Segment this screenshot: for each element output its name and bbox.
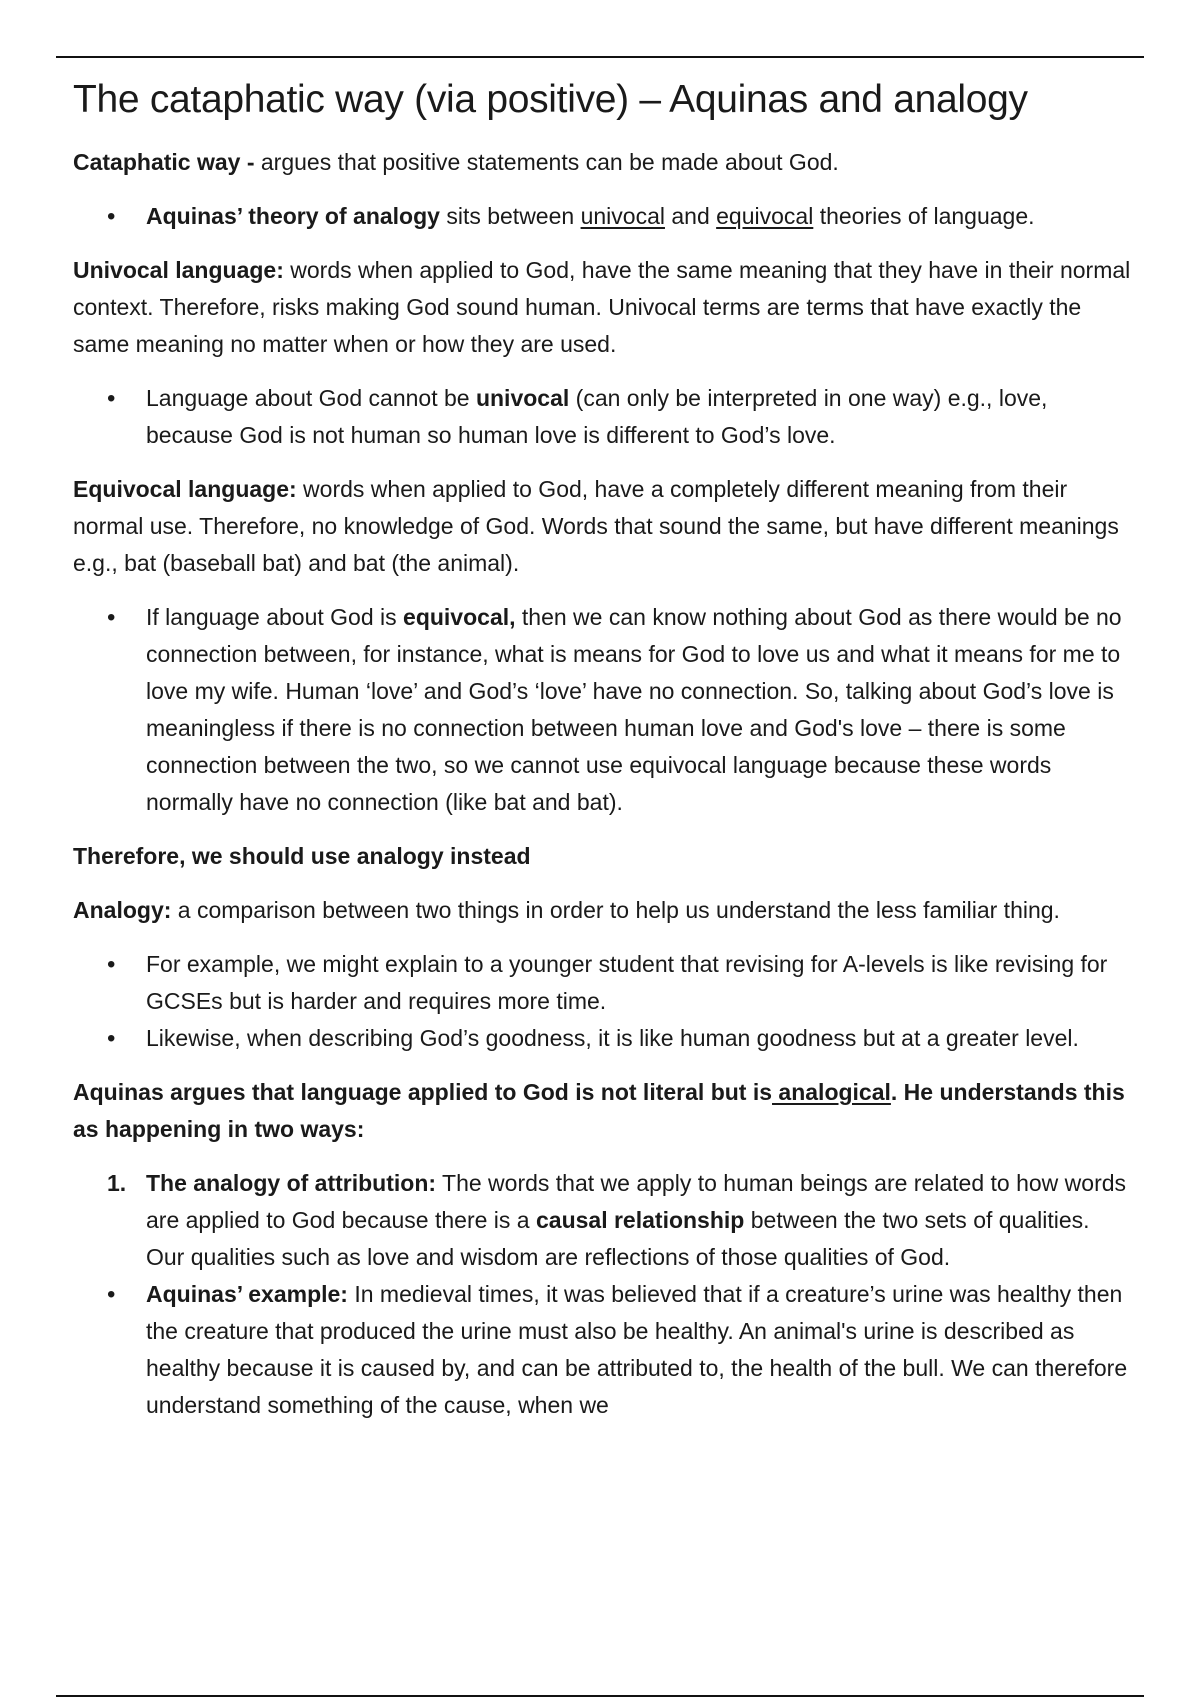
text: and <box>664 203 717 229</box>
analogy-list <box>73 946 1133 1057</box>
bullet-icon <box>107 599 115 636</box>
cataphatic-term: Cataphatic way - <box>73 149 255 175</box>
underlined-term: analogical <box>772 1079 891 1105</box>
text: . He understands this as happening in two ways: <box>73 1079 1125 1142</box>
document-page <box>73 74 1133 1441</box>
text: For example, we might explain to a younger student that revising for A-levels is like revising for GCSEs but is harder and requires more time. <box>146 951 1108 1014</box>
bold-text: Therefore, we should use analogy instead <box>73 843 531 869</box>
analogy-paragraph <box>73 892 1133 929</box>
bullet-icon <box>107 1020 115 1057</box>
list-item <box>73 198 1133 235</box>
text: If language about God is <box>146 604 404 630</box>
cataphatic-paragraph <box>73 144 1133 181</box>
text: then we can know nothing about God as there would be no connection between, for instance, what is means for God to love us and what it means for me to love my wife. Human ‘love’ and God’s ‘love’ have no connection. So, talking about God’s love is meaningless if there is no connection between human love and God's love – there is some connection between the two, so we cannot use equivocal language because these words normally have no connection (like bat and bat). <box>146 604 1122 815</box>
cataphatic-list <box>73 198 1133 235</box>
analogy-text: a comparison between two things in order to help us understand the less familiar thing. <box>171 897 1060 923</box>
therefore-heading <box>73 838 1133 875</box>
text: (can only be interpreted in one way) e.g., love, because God is not human so human love is different to God’s love. <box>146 385 1048 448</box>
list-item <box>73 1020 1133 1057</box>
analogy-term: Analogy: <box>73 897 172 923</box>
text: The words that we apply to human beings are related to how words are applied to God because there is a <box>146 1170 1127 1233</box>
bold-text: equivocal, <box>403 604 516 630</box>
univocal-list <box>73 380 1133 454</box>
list-number: 1. <box>107 1170 127 1196</box>
bold-text: univocal <box>475 385 570 411</box>
bullet-icon <box>107 380 115 417</box>
equivocal-text: words when applied to God, have a completely different meaning from their normal use. Therefore, no knowledge of God. Words that sound the same, but have different meanings e.g., bat (baseball bat) and bat (the animal). <box>73 476 1119 576</box>
list-item <box>73 380 1133 454</box>
list-item <box>73 1276 1133 1424</box>
aquinas-paragraph <box>73 1074 1133 1148</box>
equivocal-paragraph <box>73 471 1133 582</box>
underlined-term: equivocal <box>716 203 814 229</box>
bullet-icon <box>107 1276 115 1313</box>
list-item <box>73 599 1133 821</box>
list-item <box>73 1165 1133 1276</box>
text: Likewise, when describing God’s goodness, it is like human goodness but at a greater level. <box>146 1025 1079 1051</box>
text: sits between <box>439 203 581 229</box>
bullet-icon <box>107 946 115 983</box>
equivocal-list <box>73 599 1133 821</box>
list-item <box>73 946 1133 1020</box>
header-rule <box>56 56 1144 58</box>
univocal-text: words when applied to God, have the same meaning that they have in their normal context. Therefore, risks making God sound human. Univocal terms are terms that have exactly the same meaning no matter when or how they are used. <box>73 257 1131 357</box>
underlined-term: univocal <box>580 203 665 229</box>
bold-text: Aquinas’ example: <box>146 1281 348 1307</box>
equivocal-term: Equivocal language: <box>73 476 297 502</box>
ways-list <box>73 1165 1133 1424</box>
univocal-term: Univocal language: <box>73 257 284 283</box>
text: Language about God cannot be <box>146 385 476 411</box>
bullet-icon <box>107 198 115 235</box>
page-title: The cataphatic way (via positive) – Aquinas and analogy <box>73 78 1028 121</box>
text: theories of language. <box>813 203 1035 229</box>
bold-text: causal relationship <box>535 1207 745 1233</box>
footer-rule <box>56 1695 1144 1697</box>
text: Aquinas argues that language applied to God is not literal but is <box>73 1079 773 1105</box>
text: between the two sets of qualities. Our qualities such as love and wisdom are reflections of those qualities of God. <box>146 1207 1090 1270</box>
bold-text: Aquinas’ theory of analogy <box>146 203 440 229</box>
cataphatic-text: argues that positive statements can be made about God. <box>254 149 839 175</box>
bold-text <box>73 1079 1125 1142</box>
text: In medieval times, it was believed that if a creature’s urine was healthy then the creature that produced the urine must also be healthy. An animal's urine is described as healthy because it is caused by, and can be attributed to, the health of the bull. We can therefore understand something of the cause, when we <box>146 1281 1128 1418</box>
bold-text: The analogy of attribution: <box>146 1170 437 1196</box>
univocal-paragraph <box>73 252 1133 363</box>
